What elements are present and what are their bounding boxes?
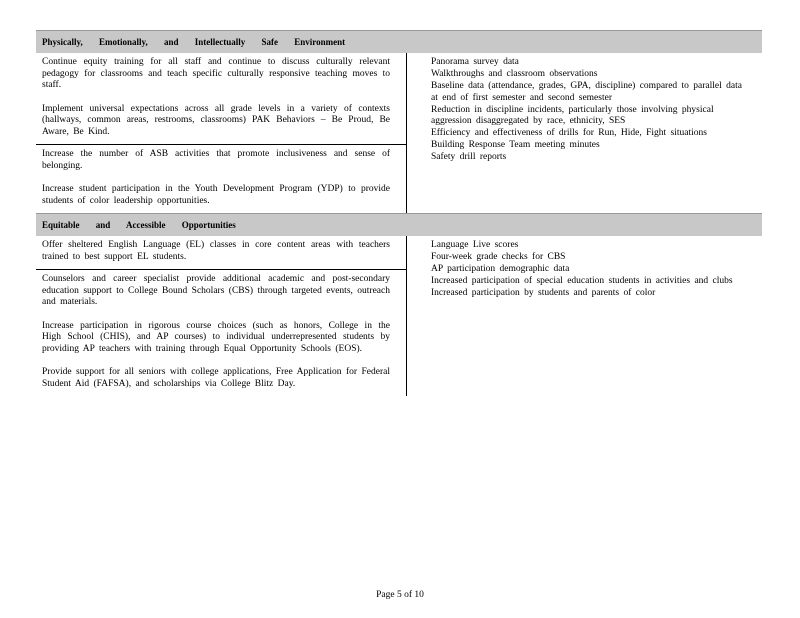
- checkbox-icon: [413, 264, 431, 276]
- checkbox-icon: [413, 276, 431, 288]
- checkbox-icon: [413, 252, 431, 264]
- checkbox-icon: [413, 128, 431, 140]
- list-item: [413, 140, 762, 152]
- list-item-text: Panorama survey data: [431, 57, 519, 67]
- strategy-paragraph: Implement universal expectations across all grade levels in a variety of contexts (hallways, common areas, restrooms, classrooms) PAK Behaviors – Be Proud, Be Aware, Be Kind.: [42, 103, 390, 137]
- strategy-paragraph: Counselors and career specialist provide additional academic and post-secondary education support to College Bound Scholars (CBS) through targeted events, outreach and materials.: [42, 274, 390, 307]
- page-number: Page 5 of 10: [376, 590, 424, 600]
- list-item: [413, 105, 762, 128]
- list-item-text: AP participation demographic data: [431, 264, 570, 274]
- section-header: [36, 30, 762, 53]
- list-item: [413, 128, 762, 140]
- strategy-paragraph: Increase student participation in the Youth Development Program (YDP) to provide students of color leadership opportunities.: [42, 184, 390, 206]
- strategies-column: [36, 53, 407, 213]
- checkbox-icon: [413, 288, 431, 300]
- list-item: [413, 252, 762, 264]
- list-item-text: Increased participation of special education students in activities and clubs: [431, 276, 733, 286]
- checkbox-icon: [413, 81, 431, 104]
- strategy-paragraph: Continue equity training for all staff and continue to discuss culturally relevant pedagogy for classrooms and teach specific culturally responsive teaching moves to staff.: [42, 57, 390, 90]
- list-item: [413, 264, 762, 276]
- checkbox-icon: [413, 140, 431, 152]
- measures-column: [407, 236, 762, 396]
- measures-column: [407, 53, 762, 213]
- list-item: [413, 240, 762, 252]
- checkbox-icon: [413, 152, 431, 164]
- strategy-cell: [36, 236, 406, 269]
- list-item: [413, 288, 762, 300]
- list-item: [413, 69, 762, 81]
- strategy-cell: [36, 269, 406, 396]
- checkbox-icon: [413, 105, 431, 128]
- strategy-cell: [36, 144, 406, 213]
- strategy-paragraph: Provide support for all seniors with college applications, Free Application for Federal Student Aid (FAFSA), and scholarships via College Blitz Day.: [42, 367, 390, 389]
- list-item-text: Baseline data (attendance, grades, GPA, discipline) compared to parallel data at end of first semester and second semester: [431, 81, 742, 103]
- list-item-text: Increased participation by students and parents of color: [431, 288, 656, 298]
- measures-list: [413, 57, 762, 164]
- section-header: [36, 213, 762, 236]
- list-item: [413, 276, 762, 288]
- checkbox-icon: [413, 57, 431, 69]
- checkbox-icon: [413, 69, 431, 81]
- section-body: [36, 53, 762, 213]
- checkbox-icon: [413, 240, 431, 252]
- list-item: [413, 57, 762, 69]
- section-title: Equitable and Accessible Opportunities: [42, 220, 236, 230]
- list-item: [413, 152, 762, 164]
- list-item: [413, 81, 762, 104]
- strategy-paragraph: Offer sheltered English Language (EL) classes in core content areas with teachers trained to best support EL students.: [42, 240, 390, 262]
- strategy-cell: [36, 53, 406, 144]
- list-item-text: Walkthroughs and classroom observations: [431, 69, 598, 79]
- measures-list: [413, 240, 762, 300]
- list-item-text: Reduction in discipline incidents, particularly those involving physical aggression disaggregated by race, ethnicity, SES: [431, 104, 714, 126]
- strategy-paragraph: Increase participation in rigorous course choices (such as honors, College in the High School (CHIS), and AP courses) to individual underrepresented students by providing AP teachers with training through Equal Opportunity Schools (EOS).: [42, 320, 390, 354]
- document-page: [36, 30, 762, 396]
- list-item-text: Efficiency and effectiveness of drills for Run, Hide, Fight situations: [431, 128, 707, 138]
- section-body: [36, 236, 762, 396]
- list-item-text: Building Response Team meeting minutes: [431, 140, 600, 150]
- section-title: Physically, Emotionally, and Intellectually Safe Environment: [42, 37, 346, 47]
- strategies-column: [36, 236, 407, 396]
- list-item-text: Language Live scores: [431, 240, 519, 250]
- strategy-paragraph: Increase the number of ASB activities that promote inclusiveness and sense of belonging.: [42, 149, 390, 171]
- list-item-text: Safety drill reports: [431, 152, 507, 162]
- list-item-text: Four-week grade checks for CBS: [431, 252, 566, 262]
